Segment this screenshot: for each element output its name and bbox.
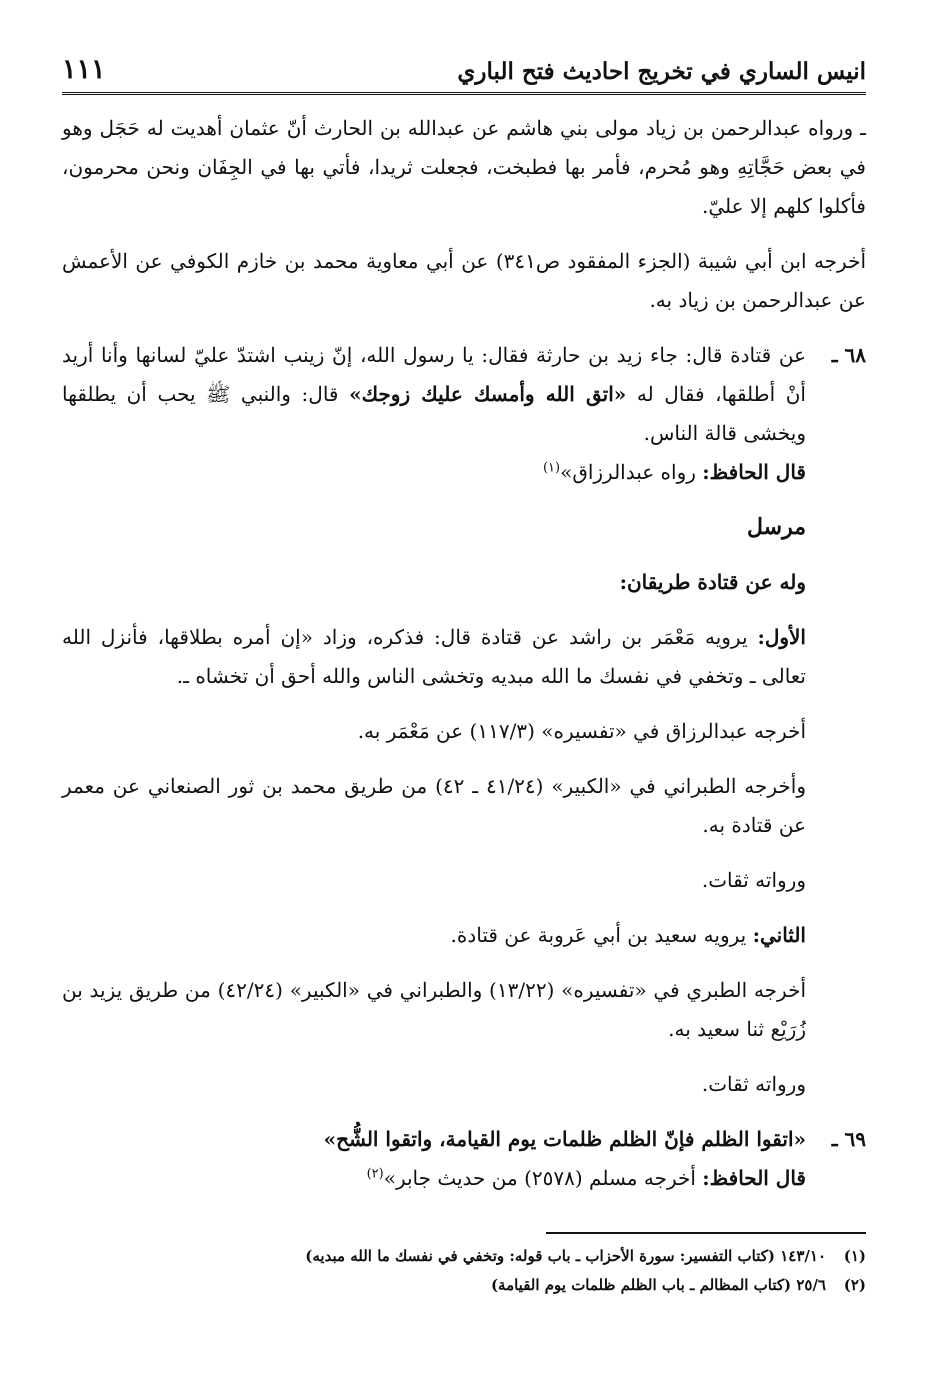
paragraph-second-route	[62, 916, 866, 955]
page-body	[62, 109, 866, 1300]
footnote-2	[62, 1271, 866, 1300]
book-title: انيس الساري في تخريج احاديث فتح الباري	[457, 58, 866, 85]
hafiz-text: رواه عبدالرزاق»	[560, 460, 703, 484]
hadith-number: ٦٨ ـ	[831, 343, 866, 367]
hadith-69-text: «اتقوا الظلم فإنّ الظلم ظلمات يوم القيامة، واتقوا الشُّح»	[323, 1127, 806, 1151]
footnote-text: ١٤٣/١٠ (كتاب التفسير: سورة الأحزاب ـ باب قوله: وتخفي في نفسك ما الله مبديه)	[305, 1247, 826, 1265]
subheading-turuq: وله عن قتادة طريقان:	[619, 570, 806, 594]
hafiz-note	[62, 1159, 806, 1198]
running-header	[62, 52, 866, 95]
page-number: ١١١	[62, 54, 106, 85]
hadith-text-part: قال: والنبي ﷺ يحب أن يطلقها ويخشى قالة الناس.	[62, 382, 806, 445]
footnote-number: (١)	[843, 1247, 866, 1265]
paragraph-tabarani: وأخرجه الطبراني في «الكبير» (٤١/٢٤ ـ ٤٢) من طريق محمد بن ثور الصنعاني عن معمر عن قتادة به.	[62, 774, 806, 837]
book-page	[62, 52, 866, 1352]
footnote-divider	[546, 1232, 866, 1234]
paragraph-ruwat-2: ورواته ثقات.	[701, 1072, 806, 1096]
paragraph-first-route	[62, 618, 866, 696]
hafiz-label: قال الحافظ:	[702, 1166, 806, 1190]
route-label: الثاني:	[752, 923, 806, 947]
hadith-68-text	[62, 336, 806, 453]
paragraph-ruwat-1: ورواته ثقات.	[701, 868, 806, 892]
paragraph-abdrazzaq: أخرجه عبدالرزاق في «تفسيره» (١١٧/٣) عن مَعْمَر به.	[357, 719, 806, 743]
footnote-text: ٢٥/٦ (كتاب المظالم ـ باب الظلم ظلمات يوم القيامة)	[490, 1276, 826, 1294]
footnote-ref: (١)	[542, 460, 561, 476]
hafiz-note	[62, 453, 806, 492]
route-label: الأول:	[757, 625, 806, 649]
paragraph-tabari: أخرجه الطبري في «تفسيره» (١٣/٢٢) والطبراني في «الكبير» (٤٢/٢٤) من طريق يزيد بن زُرَيْع ثنا سعيد به.	[62, 978, 806, 1041]
ruling-mursal: مرسل	[746, 514, 806, 540]
footnote-number: (٢)	[843, 1276, 866, 1294]
footnote-ref: (٢)	[366, 1166, 384, 1182]
hadith-number: ٦٩ ـ	[831, 1127, 866, 1151]
hafiz-label: قال الحافظ:	[702, 460, 806, 484]
route-text: يرويه مَعْمَر بن راشد عن قتادة قال: فذكره، وزاد «إن أمره بطلاقها، فأنزل الله تعالى ـ وتخفي في نفسك ما الله مبديه وتخشى الناس والله أحق أن تخشاه ـ.	[62, 625, 806, 688]
hafiz-text: أخرجه مسلم (٢٥٧٨) من حديث جابر»	[383, 1166, 703, 1190]
footnote-1	[62, 1242, 866, 1271]
route-text: يرويه سعيد بن أبي عَروبة عن قتادة.	[450, 923, 753, 947]
hadith-quote: «اتق الله وأمسك عليك زوجك»	[349, 382, 627, 406]
hadith-69	[62, 1120, 866, 1198]
paragraph-takhrij-ibn-abi-shaybah: أخرجه ابن أبي شيبة (الجزء المفقود ص٣٤١) عن أبي معاوية محمد بن خازم الكوفي عن الأعمش عن عبدالرحمن بن زياد به.	[62, 249, 867, 312]
hadith-68	[62, 336, 866, 492]
paragraph-narration: ـ ورواه عبدالرحمن بن زياد مولى بني هاشم عن عبدالله بن الحارث أنّ عثمان أهديت له حَجَل وهو في بعض حَجَّاتِهِ وهو مُحرم، فأمر بها فطبخت، فجعلت ثريدا، فأتي بها في الجِفَان ونحن محرمون، فأكلوا كلهم إلا عليّ.	[62, 116, 866, 218]
hadith-text-part: عن قتادة قال: جاء زيد بن حارثة فقال: يا رسول الله، إنّ زينب اشتدّ عليّ لسانها وأنا أريد أنْ أطلقها، فقال له	[62, 343, 807, 406]
